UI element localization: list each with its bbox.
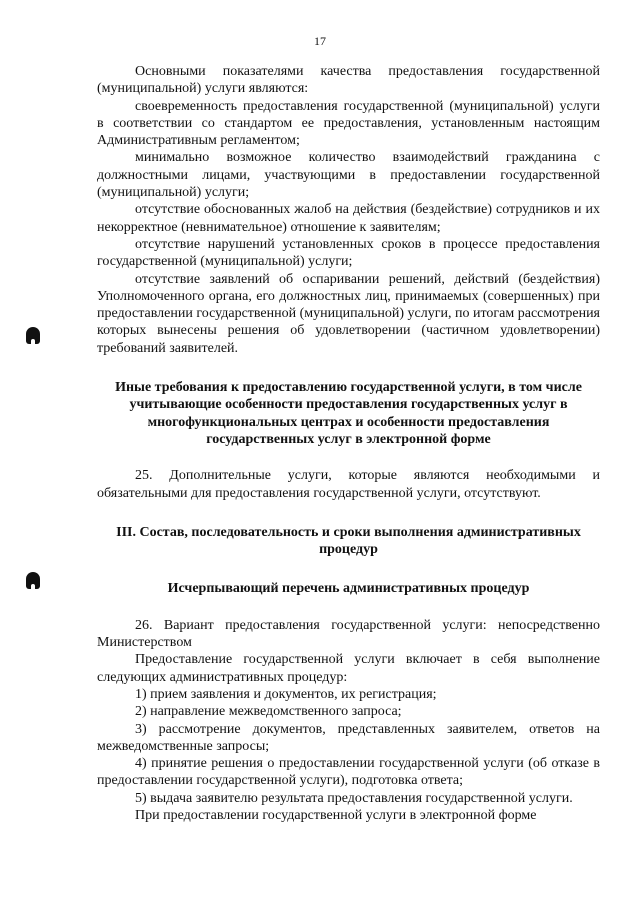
quality-item: своевременность предоставления государственной (муниципальной) услуги в соответствии со стандартом ее предоставления, установленным настоящим Административным регламентом; [97, 98, 600, 149]
document-body [97, 63, 600, 824]
punch-hole-mark [26, 572, 40, 589]
procedure-item: 1) прием заявления и документов, их регистрация; [135, 686, 437, 702]
paragraph-25: 25. Дополнительные услуги, которые являются необходимыми и обязательными для предоставления государственной услуги, отсутствуют. [97, 468, 600, 501]
procedure-item: 4) принятие решения о предоставлении государственной услуги (об отказе в предоставлении государственной услуги), подготовка ответа; [97, 756, 600, 789]
page-number: 17 [314, 34, 326, 48]
procedures-intro: Предоставление государственной услуги включает в себя выполнение следующих административных процедур: [97, 652, 600, 685]
quality-item: отсутствие заявлений об оспаривании решений, действий (бездействия) Уполномоченного органа, его должностных лиц, принимаемых (совершенных) при предоставлении государственной (муниципальной) услуги, по итогам рассмотрения которых вынесены решения об удовлетворении (частичном удовлетворении) требований заявителей. [97, 271, 600, 356]
quality-item: отсутствие нарушений установленных сроков в процессе предоставления государственной (муниципальной) услуги; [97, 236, 600, 270]
procedures-list-heading: Исчерпывающий перечень административных процедур [167, 581, 530, 597]
paragraph-26: 26. Вариант предоставления государственной услуги: непосредственно Министерством [97, 617, 600, 651]
procedure-item: 2) направление межведомственного запроса; [135, 704, 402, 720]
quality-item: отсутствие обоснованных жалоб на действия (бездействие) сотрудников и их некорректное (невнимательное) отношение к заявителям; [97, 202, 600, 235]
procedure-item: 5) выдача заявителю результата предоставления государственной услуги. [135, 790, 573, 806]
section-3-heading: III. Состав, последовательность и сроки выполнения административных процедур [116, 524, 581, 558]
quality-intro: Основными показателями качества предоставления государственной (муниципальной) услуги являются: [97, 64, 600, 97]
punch-hole-mark [26, 327, 40, 344]
electronic-form-paragraph: При предоставлении государственной услуги в электронной форме [135, 807, 537, 823]
other-requirements-heading: Иные требования к предоставлению государственной услуги, в том числе учитывающие особенности предоставления государственных услуг в многофункциональных центрах и особенности предоставления государственных услуг в электронной форме [115, 380, 582, 447]
quality-item: минимально возможное количество взаимодействий гражданина с должностными лицами, участвующими в предоставлении государственной (муниципальной) услуги; [97, 150, 600, 201]
procedure-item: 3) рассмотрение документов, представленных заявителем, ответов на межведомственные запросы; [97, 721, 600, 754]
